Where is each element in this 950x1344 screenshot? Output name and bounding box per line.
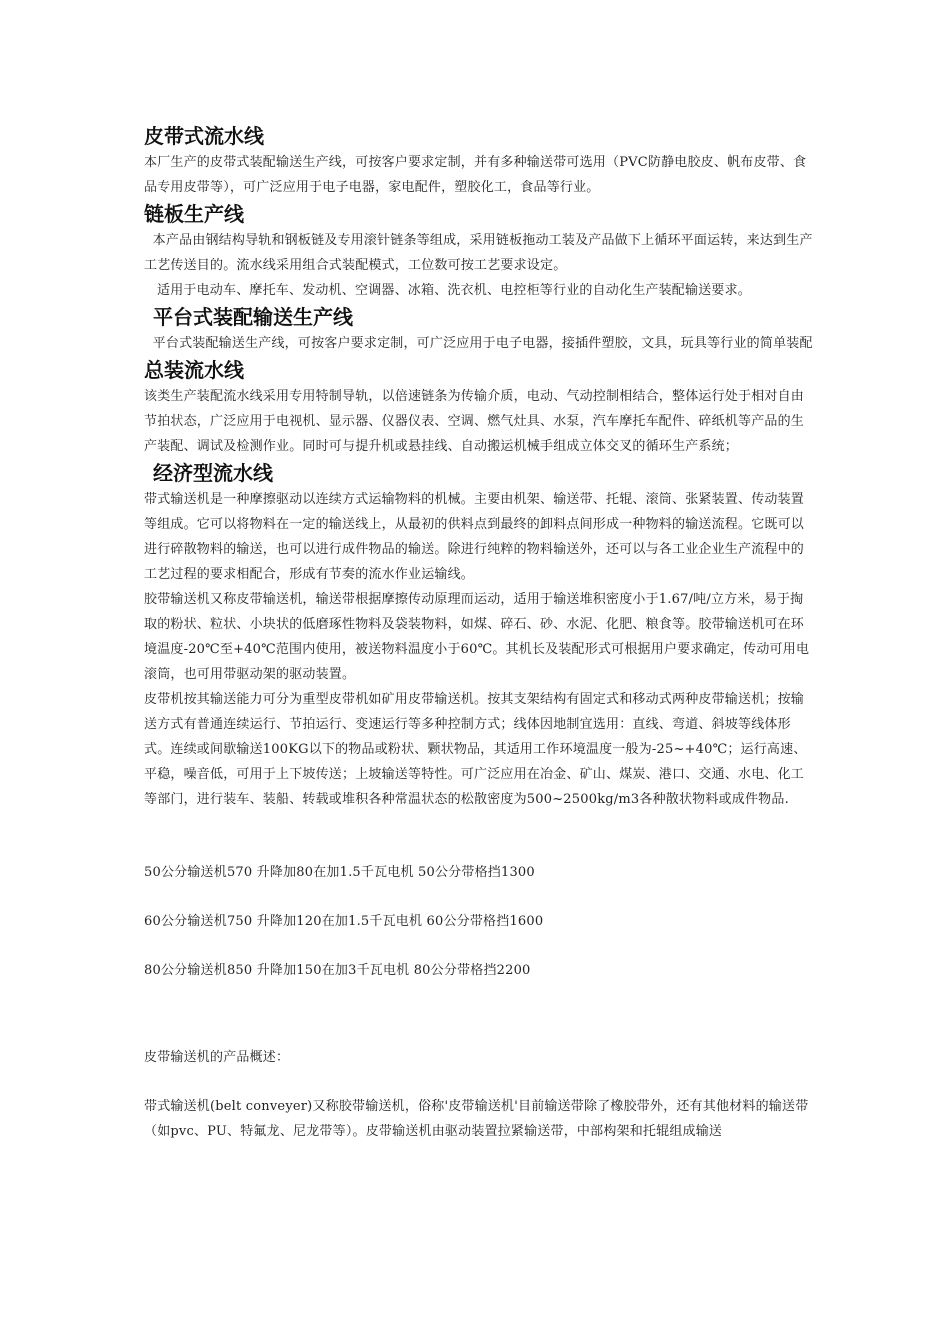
overview-text: 带式输送机(belt conveyer)又称胶带输送机，俗称'皮带输送机'目前输送带除了橡胶带外，还有其他材料的输送带（如pvc、PU、特氟龙、尼龙带等）。皮带输送机由驱动装置拉紧输送带，中部构架和托辊组成输送 <box>144 1099 809 1139</box>
spacer <box>144 983 814 1031</box>
paragraph-economy-line-2: 胶带输送机又称皮带输送机，输送带根据摩擦传动原理而运动，适用于输送堆积密度小于1.67/吨/立方米，易于掏取的粉状、粒状、小块状的低磨琢性物料及袋装物料，如煤、碎石、砂、水泥、化肥、粮食等。胶带输送机可在环境温度-20℃至+40℃范围内使用，被送物料温度小于60℃。其机长及装配形式可根据用户要求确定，传动可用电滚筒，也可用带驱动架的驱动装置。 <box>144 592 810 682</box>
price-line-60cm: 60公分输送机750 升降加120在加1.5千瓦电机 60公分带格挡1600 <box>144 914 544 929</box>
spacer <box>144 1031 814 1045</box>
price-line-50cm: 50公分输送机570 升降加80在加1.5千瓦电机 50公分带格挡1300 <box>144 865 535 880</box>
heading-platform-line: 平台式装配输送生产线 <box>153 305 353 329</box>
paragraph-assembly-line: 该类生产装配流水线采用专用特制导轨，以倍速链条为传输介质，电动、气动控制相结合，整体运行处于相对自由节拍状态，广泛应用于电视机、显示器、仪器仪表、空调、燃气灶具、水泵，汽车摩托车配件、碎纸机等产品的生产装配、调试及检测作业。同时可与提升机或悬挂线、自动搬运机械手组成立体交叉的循环生产系统； <box>144 389 805 454</box>
heading-belt-line: 皮带式流水线 <box>144 124 264 148</box>
paragraph-economy-line-3: 皮带机按其输送能力可分为重型皮带机如矿用皮带输送机。按其支架结构有固定式和移动式两种皮带输送机；按输送方式有普通连续运行、节拍运行、变速运行等多种控制方式；线体因地制宜选用：直线、弯道、斜坡等线体形式。连续或间歇输送100KG以下的物品或粉状、颗状物品，其适用工作环境温度一般为-25~+40℃；运行高速、平稳，噪音低，可用于上下坡传送；上坡输送等特性。可广泛应用在冶金、矿山、煤炭、港口、交通、水电、化工等部门，进行装车、装船、转载或堆积各种常温状态的松散密度为500~2500kg/m3各种散状物料或成件物品. <box>144 692 807 807</box>
paragraph-chain-plate-line-1: 本产品由钢结构导轨和钢板链及专用滚针链条等组成，采用链板拖动工装及产品做下上循环平面运转，来达到生产工艺传送目的。流水线采用组合式装配模式，工位数可按工艺要求设定。 <box>144 233 813 273</box>
paragraph-belt-line: 本厂生产的皮带式装配输送生产线，可按客户要求定制，并有多种输送带可选用（PVC防静电胶皮、帆布皮带、食品专用皮带等），可广泛应用于电子电器，家电配件，塑胶化工，食品等行业。 <box>144 155 807 195</box>
spacer <box>144 934 814 958</box>
paragraph-platform-line: 平台式装配输送生产线，可按客户要求定制，可广泛应用于电子电器，接插件塑胶，文具，玩具等行业的简单装配 <box>144 336 813 351</box>
paragraph-chain-plate-line-2: 适用于电动车、摩托车、发动机、空调器、冰箱、洗衣机、电控柜等行业的自动化生产装配输送要求。 <box>144 283 752 298</box>
spacer <box>144 885 814 909</box>
document-body <box>144 122 814 1144</box>
spacer <box>144 1070 814 1094</box>
heading-economy-line: 经济型流水线 <box>153 461 273 485</box>
paragraph-economy-line-1: 带式输送机是一种摩擦驱动以连续方式运输物料的机械。主要由机架、输送带、托辊、滚筒、张紧装置、传动装置等组成。它可以将物料在一定的输送线上，从最初的供料点到最终的卸料点间形成一种物料的输送流程。它既可以进行碎散物料的输送，也可以进行成件物品的输送。除进行纯粹的物料输送外，还可以与各工业企业生产流程中的工艺过程的要求相配合，形成有节奏的流水作业运输线。 <box>144 492 805 582</box>
heading-assembly-line: 总装流水线 <box>144 358 244 382</box>
heading-chain-plate-line: 链板生产线 <box>144 202 244 226</box>
spacer <box>144 812 814 860</box>
overview-title: 皮带输送机的产品概述： <box>144 1050 290 1065</box>
price-line-80cm: 80公分输送机850 升降加150在加3千瓦电机 80公分带格挡2200 <box>144 963 531 978</box>
